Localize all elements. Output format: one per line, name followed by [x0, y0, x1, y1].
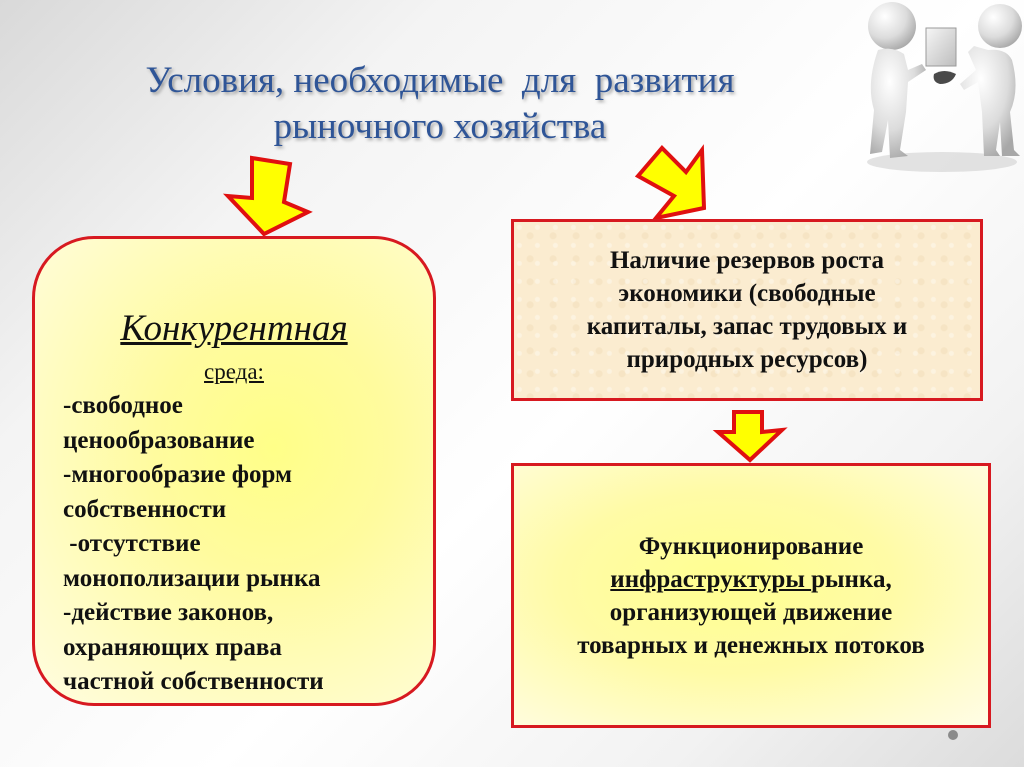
list-item: частной собственности	[63, 668, 324, 695]
text-line: капиталы, запас трудовых и	[586, 313, 908, 340]
text-line	[577, 563, 925, 596]
text-line: экономики (свободные	[618, 280, 876, 307]
list-item: собственности	[63, 495, 227, 523]
condition-list	[63, 389, 433, 700]
slide-dot-indicator	[948, 730, 958, 740]
growth-reserves-text	[587, 244, 908, 376]
list-item: монополизации рынка	[63, 564, 321, 592]
slide-title-line-2: рыночного хозяйства	[273, 106, 607, 147]
text-line: организующей движение	[609, 598, 893, 626]
list-item: -свободное	[63, 392, 183, 419]
competitive-environment-box	[32, 236, 436, 706]
text-line: Наличие резервов роста	[609, 247, 885, 274]
text-fragment: рынка,	[811, 565, 892, 593]
market-infrastructure-text	[577, 530, 925, 662]
text-line: природных ресурсов)	[626, 346, 868, 373]
arrow-down-icon	[712, 408, 788, 464]
list-item: -отсутствие	[63, 530, 201, 557]
list-item: -действие законов,	[63, 599, 274, 626]
box-subheading: среда:	[204, 359, 264, 384]
text-line: Функционирование	[638, 532, 864, 560]
list-item: охраняющих права	[63, 633, 282, 661]
text-line: товарных и денежных потоков	[577, 631, 925, 659]
underlined-term: инфраструктуры	[610, 565, 812, 593]
slide-title-line-1: Условия, необходимые для развития	[145, 60, 735, 101]
arrow-down-icon	[222, 150, 314, 238]
arrow-down-right-icon	[634, 136, 724, 222]
market-infrastructure-box	[511, 463, 991, 728]
box-heading: Конкурентная	[120, 308, 348, 349]
list-item: -многообразие форм	[63, 461, 293, 488]
two-figures-exchange-icon	[860, 0, 1024, 178]
list-item: ценообразование	[63, 426, 255, 454]
growth-reserves-box	[511, 219, 983, 401]
